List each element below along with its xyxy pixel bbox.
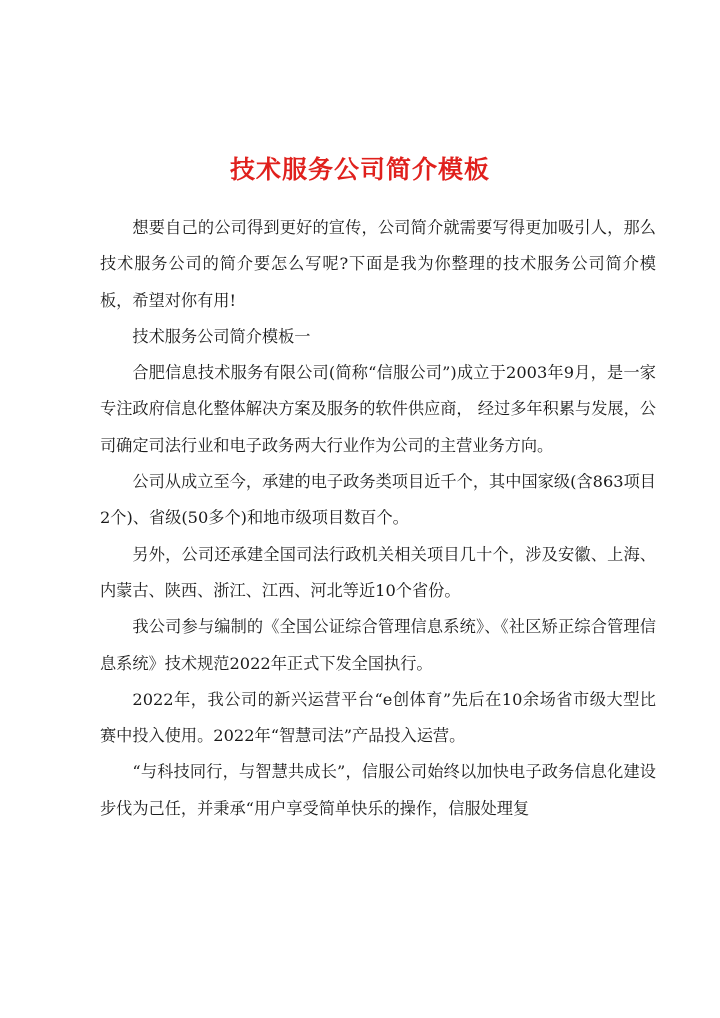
- platform-paragraph: 2022年，我公司的新兴运营平台“e创体育”先后在10余场省市级大型比赛中投入使用。2022年“智慧司法”产品投入运营。: [100, 689, 656, 746]
- standards-paragraph: 我公司参与编制的《全国公证综合管理信息系统》、《社区矫正综合管理信息系统》技术规范2022年正式下发全国执行。: [100, 617, 656, 673]
- document-title: 技术服务公司简介模板: [229, 155, 490, 184]
- projects-paragraph: 公司从成立至今，承建的电子政务类项目近千个，其中国家级(含863项目2个)、省级(50多个)和地市级项目数百个。: [100, 472, 656, 528]
- section-heading: 技术服务公司简介模板一: [132, 326, 311, 346]
- company-overview-paragraph: 合肥信息技术服务有限公司(简称“信服公司”)成立于2003年9月，是一家专注政府信息化整体解决方案及服务的软件供应商， 经过多年积累与发展，公司确定司法行业和电子政务两大行业作为公司的主营业务方向。: [100, 363, 656, 455]
- intro-paragraph: 想要自己的公司得到更好的宣传，公司简介就需要写得更加吸引人，那么技术服务公司的简介要怎么写呢?下面是我为你整理的技术服务公司简介模板，希望对你有用!: [100, 218, 656, 310]
- document-body: [100, 210, 656, 827]
- motto-paragraph: “与科技同行，与智慧共成长”，信服公司始终以加快电子政务信息化建设步伐为己任，并秉承“用户享受简单快乐的操作，信服处理复: [100, 762, 656, 818]
- judicial-projects-paragraph: 另外，公司还承建全国司法行政机关相关项目几十个，涉及安徽、上海、内蒙古、陕西、浙江、江西、河北等近10个省份。: [100, 544, 656, 600]
